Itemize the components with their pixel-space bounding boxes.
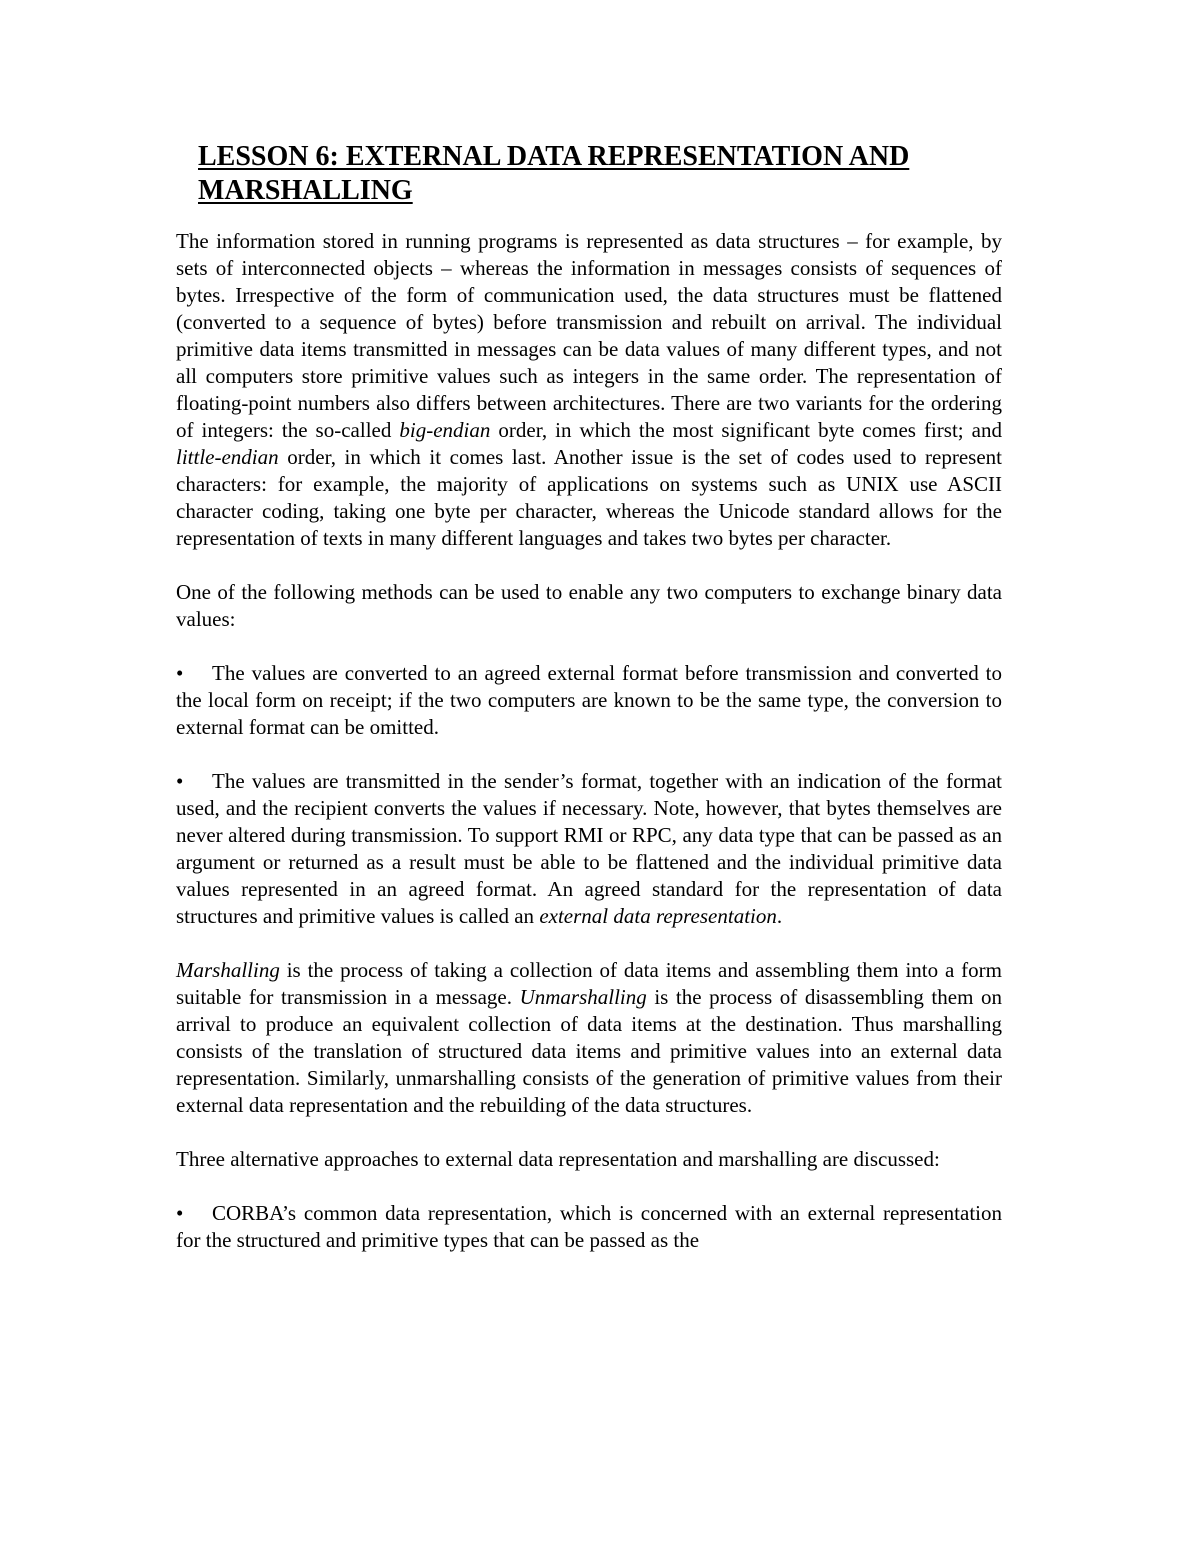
lesson-title-line1: LESSON 6: EXTERNAL DATA REPRESENTATION AND bbox=[198, 141, 910, 172]
bullet-icon: • bbox=[176, 1201, 184, 1225]
term-big-endian: big-endian bbox=[399, 418, 491, 442]
paragraph-marshalling: Marshalling is the process of taking a collection of data items and assembling them into a form suitable for transmission in a message. Unmarshalling is the process of disassembling them on arrival to produce an equivalent collection of data items at the destination. Thus marshalling consists of the translation of structured data items and primitive values into an external data representation. Similarly, unmarshalling consists of the generation of primitive values from their external data representation and the rebuilding of the data structures. bbox=[176, 958, 1002, 1117]
document-page bbox=[176, 140, 1002, 1281]
bullet-item-convert-external: • The values are converted to an agreed external format before transmission and converted to the local form on receipt; if the two computers are known to be the same type, the conversion to external format can be omitted. bbox=[176, 661, 1002, 739]
paragraph-data-structures: The information stored in running programs is represented as data structures – for example, by sets of interconnected objects – whereas the information in messages consists of sequences of bytes. Irrespective of the form of communication used, the data structures must be flattened (converted to a sequence of bytes) before transmission and rebuilt on arrival. The individual primitive data items transmitted in messages can be data values of many different types, and not all computers store primitive values such as integers in the same order. The representation of floating-point numbers also differs between architectures. There are two variants for the ordering of integers: the so-called big-endian order, in which the most significant byte comes first; and little-endian order, in which it comes last. Another issue is the set of codes used to represent characters: for example, the majority of applications on systems such as UNIX use ASCII character coding, taking one byte per character, whereas the Unicode standard allows for the representation of texts in many different languages and takes two bytes per character. bbox=[176, 229, 1002, 550]
term-unmarshalling: Unmarshalling bbox=[519, 985, 647, 1009]
term-external-data-representation: external data representation bbox=[539, 904, 777, 928]
bullet-item-sender-format: • The values are transmitted in the sender’s format, together with an indication of the format used, and the recipient converts the values if necessary. Note, however, that bytes themselves are never altered during transmission. To support RMI or RPC, any data type that can be passed as an argument or returned as a result must be able to be flattened and the individual primitive data values represented in an agreed format. An agreed standard for the representation of data structures and primitive values is called an external data representation. bbox=[176, 769, 1002, 928]
term-marshalling: Marshalling bbox=[176, 958, 280, 982]
bullet-item-corba: • CORBA’s common data representation, which is concerned with an external representation for the structured and primitive types that can be passed as the bbox=[176, 1201, 1002, 1252]
paragraph-approaches-intro: Three alternative approaches to external data representation and marshalling are discussed: bbox=[176, 1147, 940, 1171]
lesson-title-line2: MARSHALLING bbox=[198, 175, 413, 206]
term-little-endian: little-endian bbox=[176, 445, 279, 469]
document-body bbox=[176, 228, 1002, 1254]
bullet-icon: • bbox=[176, 769, 184, 793]
lesson-title bbox=[198, 140, 1002, 208]
paragraph-methods-intro: One of the following methods can be used to enable any two computers to exchange binary data values: bbox=[176, 580, 1002, 631]
bullet-icon: • bbox=[176, 661, 184, 685]
